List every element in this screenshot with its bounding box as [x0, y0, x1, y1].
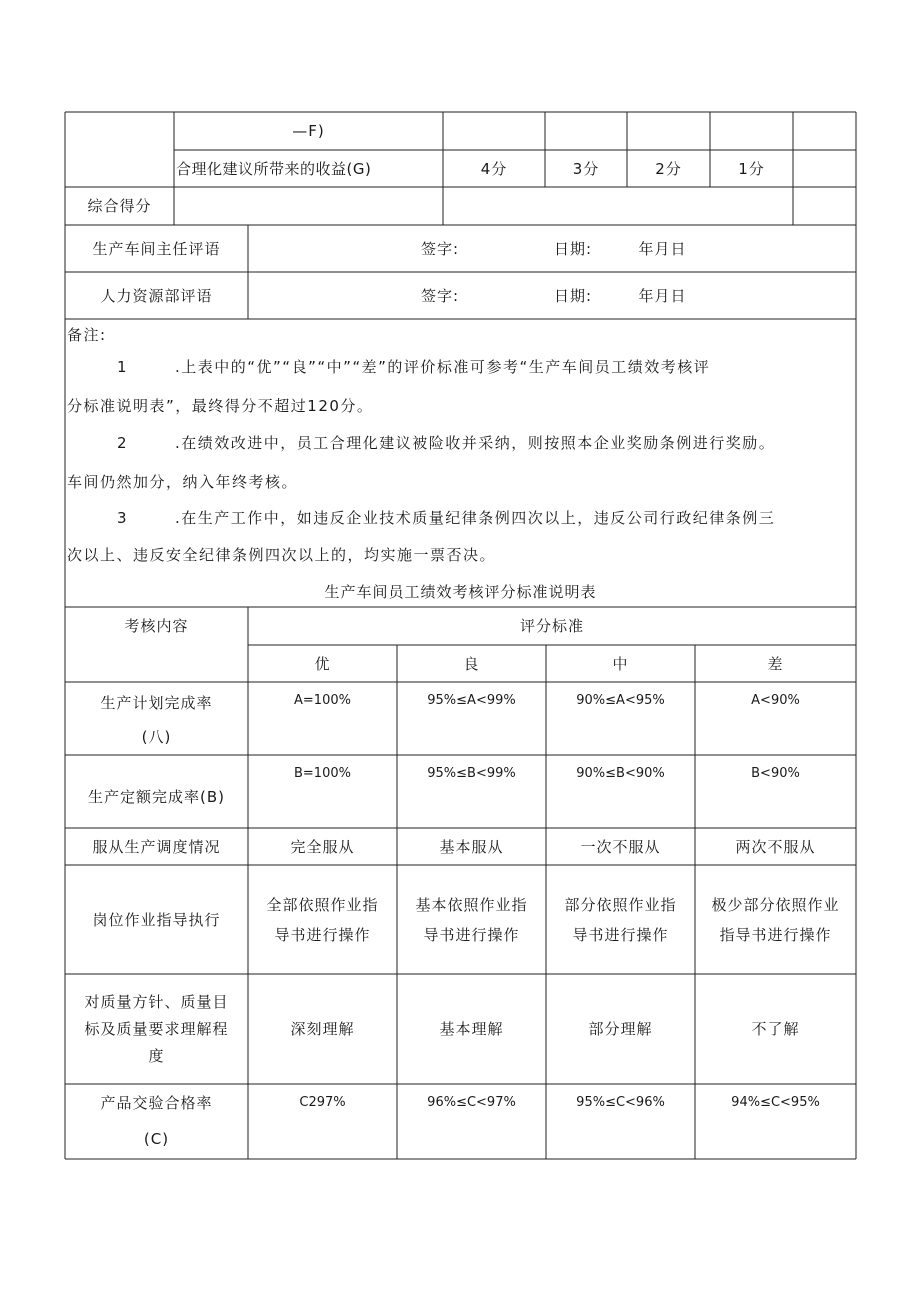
table-cell: 96%≤C<97% [427, 1095, 516, 1110]
row-item: 岗位作业指导执行 [92, 910, 221, 929]
table-cell: 两次不服从 [735, 837, 816, 856]
row-f-label: —F) [292, 122, 325, 140]
score-cell: 2分 [655, 159, 682, 178]
table-cell: 90%≤A<95% [576, 693, 665, 708]
table-cell: 一次不服从 [580, 837, 661, 856]
note-number: 2 [117, 434, 129, 452]
score-cell: 1分 [738, 159, 765, 178]
hr-comment-label: 人力资源部评语 [100, 286, 213, 305]
note-item [67, 357, 857, 377]
table-cell: 基本服从 [439, 837, 504, 856]
table-cell: 极少部分依照作业 指导书进行操作 [711, 895, 840, 944]
table-cell: 94%≤C<95% [731, 1095, 820, 1110]
row-item-line: 度 [148, 1046, 165, 1065]
table-cell: B=100% [294, 766, 351, 781]
row-g-label: 合理化建议所带来的收益(G) [176, 159, 372, 178]
row-item: 服从生产调度情况 [92, 837, 221, 856]
row-item-line: 产品交验合格率 [100, 1094, 213, 1112]
workshop-director-comment-label: 生产车间主任评语 [92, 239, 221, 258]
table-cell: A<90% [751, 693, 800, 708]
table-cell: A=100% [294, 693, 351, 708]
grade-header: 差 [767, 654, 784, 673]
table-cell: 部分依照作业指 导书进行操作 [564, 895, 677, 944]
score-cell: 4分 [480, 159, 508, 178]
total-score-label: 综合得分 [87, 197, 152, 215]
row-item-line: 标及质量要求理解程 [84, 1019, 229, 1038]
year-month-day: 年月日 [638, 239, 687, 258]
notes-title: 备注: [67, 326, 107, 344]
note-number: 3 [117, 509, 129, 527]
year-month-day: 年月日 [638, 286, 687, 305]
table-cell: 部分理解 [588, 1020, 653, 1038]
row-item-line: 生产计划完成率 [100, 694, 213, 712]
note-line: 次以上、违反安全纪律条例四次以上的，均实施一票否决。 [67, 546, 497, 564]
date-label: 日期: [553, 286, 593, 305]
note-number: 1 [117, 358, 129, 376]
table-cell: 基本理解 [439, 1020, 504, 1038]
signature-label: 签字: [420, 239, 460, 258]
row-item-line: 对质量方针、质量目 [84, 992, 229, 1011]
row-item [65, 974, 248, 1084]
date-label: 日期: [553, 239, 593, 258]
grade-header: 中 [612, 654, 629, 673]
standard-table-title: 生产车间员工绩效考核评分标准说明表 [324, 583, 597, 601]
table-cell: C297% [299, 1095, 346, 1110]
note-line: 车间仍然加分，纳入年终考核。 [67, 473, 299, 491]
table-cell: 95%≤A<99% [427, 693, 516, 708]
grade-header: 良 [463, 654, 480, 673]
signature-label: 签字: [420, 286, 460, 305]
col-header-standard: 评分标准 [519, 617, 584, 635]
table-cell: 95%≤C<96% [576, 1095, 665, 1110]
table-cell: 90%≤B<90% [576, 766, 665, 781]
row-item-line: (C) [143, 1130, 170, 1148]
table-cell: 95%≤B<99% [427, 766, 516, 781]
row-item [65, 1084, 248, 1159]
table-cell: 完全服从 [290, 837, 355, 856]
note-line: 分标准说明表”，最终得分不超过120分。 [67, 397, 374, 415]
table-cell: 不了解 [751, 1020, 800, 1038]
grade-header: 优 [314, 654, 331, 673]
table-cell: 深刻理解 [290, 1020, 355, 1038]
row-item: 生产定额完成率(B) [88, 787, 225, 806]
row-item [65, 682, 248, 755]
note-item [67, 508, 857, 528]
note-line: .上表中的“优”“良”“中”“差”的评价标准可参考“生产车间员工绩效考核评 [175, 358, 711, 376]
table-cell: 全部依照作业指 导书进行操作 [266, 895, 379, 944]
table-cell: B<90% [751, 766, 800, 781]
col-header-content: 考核内容 [124, 617, 189, 635]
note-item [67, 433, 857, 453]
score-cell: 3分 [572, 159, 600, 178]
row-item-line: (八) [141, 728, 172, 746]
table-cell: 基本依照作业指 导书进行操作 [415, 895, 528, 944]
note-line: .在生产工作中，如违反企业技术质量纪律条例四次以上，违反公司行政纪律条例三 [175, 509, 776, 527]
note-line: .在绩效改进中，员工合理化建议被险收并采纳，则按照本企业奖励条例进行奖励。 [175, 434, 776, 452]
